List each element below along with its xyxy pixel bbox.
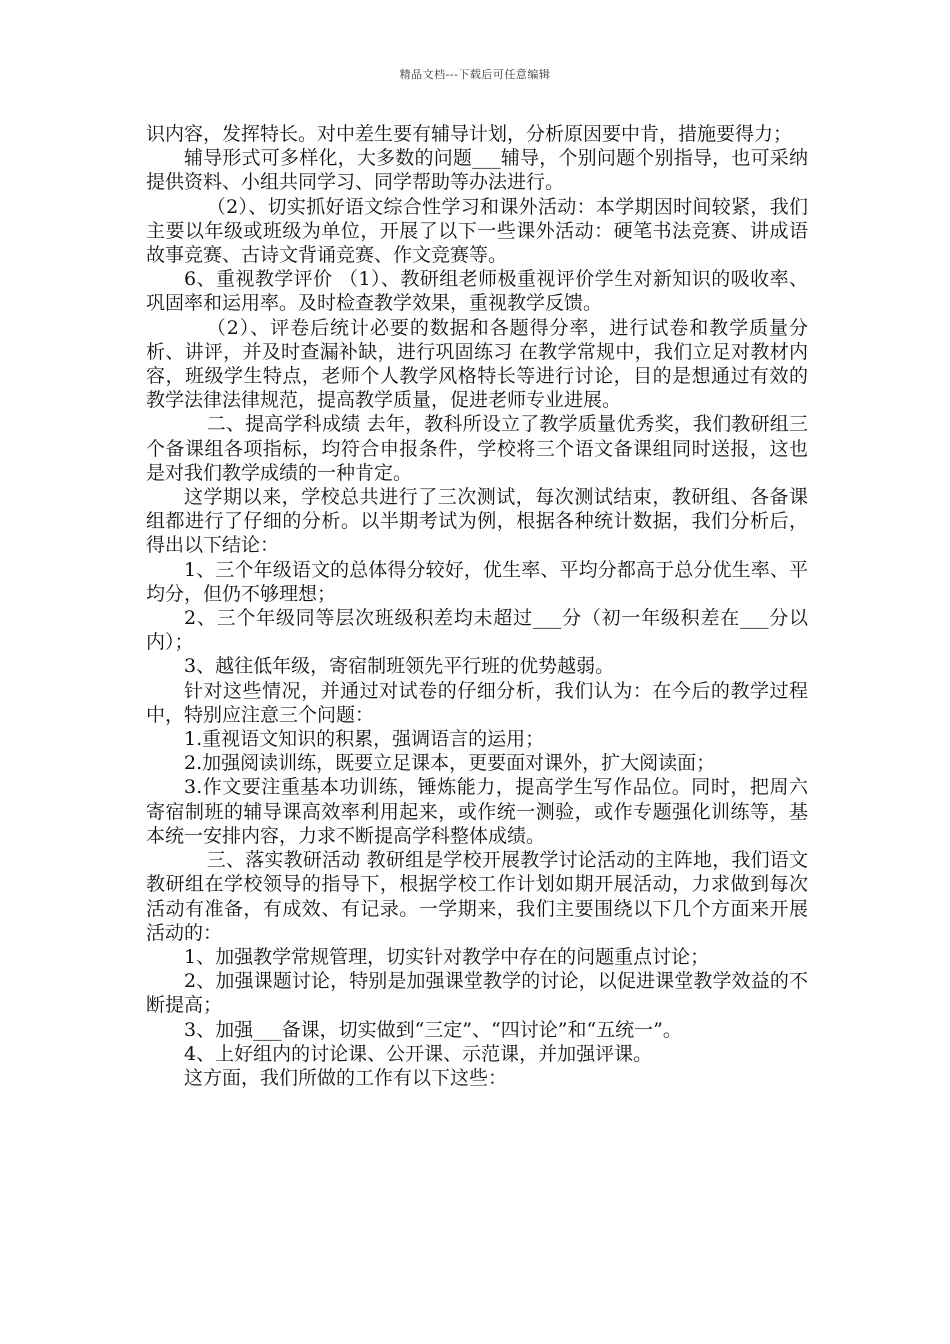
paragraph: 6、重视教学评价 （1）、教研组老师极重视评价学生对新知识的吸收率、巩固率和运用率。及时检查教学效果，重视教学反馈。: [146, 268, 808, 315]
list-item: 2、三个年级同等层次班级积差均未超过___分（初一年级积差在___分以内）；: [146, 607, 808, 654]
paragraph: （2）、评卷后统计必要的数据和各题得分率，进行试卷和教学质量分析、讲评，并及时查漏补缺，进行巩固练习 在教学常规中，我们立足对教材内容，班级学生特点，老师个人教学风格特长等进行讨论，目的是想通过有效的教学法律法律规范，提高教学质量，促进老师专业进展。: [146, 316, 808, 412]
list-item: 3、加强___备课，切实做到“三定”、“四讨论”和“五统一”。: [184, 1018, 682, 1041]
page-header: 精品文档---下载后可任意编辑: [399, 68, 551, 81]
paragraph: 这方面，我们所做的工作有以下这些：: [184, 1066, 508, 1089]
list-item: 2.加强阅读训练，既要立足课本，更要面对课外，扩大阅读面；: [184, 752, 716, 775]
paragraph: （2）、切实抓好语文综合性学习和课外活动：本学期因时间较紧，我们主要以年级或班级为单位，开展了以下一些课外活动：硬笔书法竞赛、讲成语故事竞赛、古诗文背诵竞赛、作文竞赛等。: [146, 195, 808, 267]
list-item: 4、上好组内的讨论课、公开课、示范课，并加强评课。: [184, 1042, 653, 1065]
paragraph: 三、落实教研活动 教研组是学校开展教学讨论活动的主阵地，我们语文教研组在学校领导的指导下，根据学校工作计划如期开展活动，力求做到每次活动有准备，有成效、有记录。一学期来，我们主要围绕以下几个方面来开展活动的：: [146, 849, 808, 944]
paragraph: 这学期以来，学校总共进行了三次测试，每次测试结束，教研组、各备课组都进行了仔细的分析。以半期考试为例，根据各种统计数据，我们分析后，得出以下结论：: [146, 486, 808, 557]
list-item: 2、加强课题讨论，特别是加强课堂教学的讨论，以促进课堂教学效益的不断提高；: [146, 970, 808, 1017]
paragraph: 针对这些情况，并通过对试卷的仔细分析，我们认为：在今后的教学过程中，特别应注意三个问题：: [146, 679, 808, 726]
list-item: 1.重视语文知识的积累，强调语言的运用；: [184, 728, 545, 751]
document-body: [146, 122, 808, 1090]
paragraph: 识内容，发挥特长。对中差生要有辅导计划，分析原因要中肯，措施要得力；: [146, 123, 793, 145]
list-item: 3.作文要注重基本功训练，锤炼能力，提高学生写作品位。同时，把周六寄宿制班的辅导课高效率利用起来，或作统一测验，或作专题强化训练等，基本统一安排内容，力求不断提高学科整体成绩。: [146, 776, 808, 847]
list-item: 3、越往低年级，寄宿制班领先平行班的优势越弱。: [184, 655, 615, 678]
paragraph: 二、提高学科成绩 去年，教科所设立了教学质量优秀奖，我们教研组三个备课组各项指标，均符合申报条件，学校将三个语文备课组同时送报，这也是对我们教学成绩的一种肯定。: [146, 413, 808, 484]
list-item: 1、三个年级语文的总体得分较好，优生率、平均分都高于总分优生率、平均分，但仍不够理想；: [146, 558, 808, 605]
list-item: 1、加强教学常规管理，切实针对教学中存在的问题重点讨论；: [184, 945, 710, 968]
paragraph: 辅导形式可多样化，大多数的问题___辅导，个别问题个别指导，也可采纳提供资料、小组共同学习、同学帮助等办法进行。: [146, 147, 808, 194]
